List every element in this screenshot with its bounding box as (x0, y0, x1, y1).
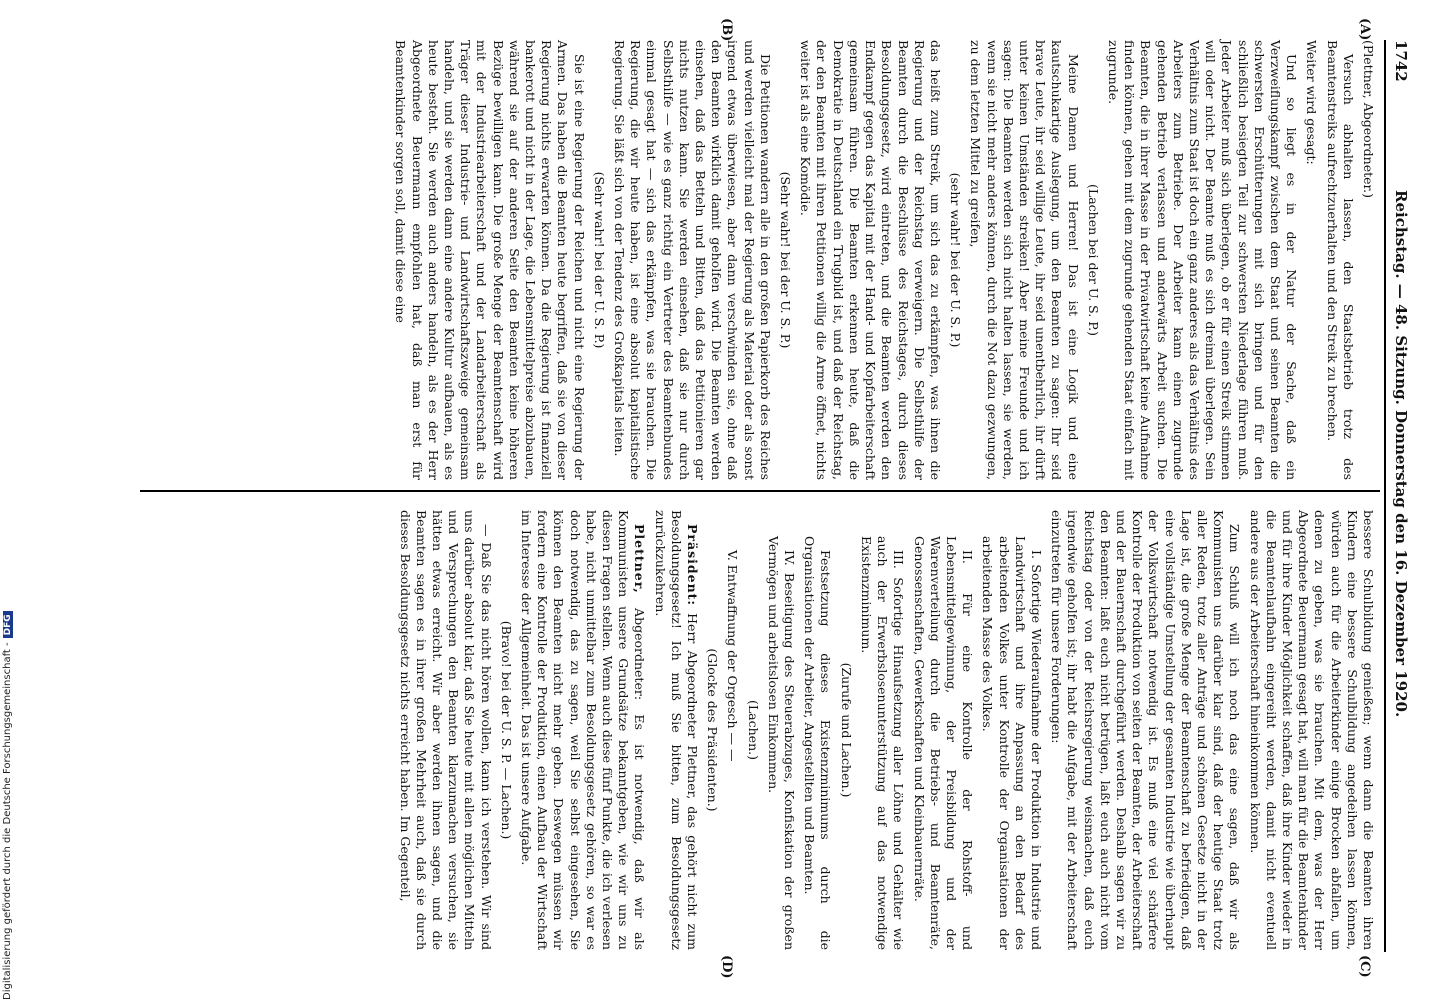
demand-item: III. Sofortige Hinaufsetzung aller Löhne und Gehälter wie auch der Erwerbslosenunterstützung auf das notwendige Existenzminimum. (858, 536, 907, 950)
column-divider (140, 490, 1380, 492)
speaker-note: (Plettner, Abgeordneter.) (1361, 40, 1376, 198)
margin-marker-a: (A) (1357, 18, 1372, 41)
interjection: (Glocke des Präsidenten.) (705, 648, 721, 812)
paragraph: Die Petitionen wandern alle in den großen Papierkorb des Reiches und werden vielleicht mal der Regierung als Material oder als sonst irgend etwas überwiesen, aber dann verschwinden sie, ohne daß den Beamten wirklich damit geholfen wird. Die Beamten werden einsehen, daß das Betteln und Bitten, daß das Petitionieren gar nichts nutzen kann. Sie werden einsehen, daß sie nur durch Selbsthilfe — wie es ganz richtig ein Vertreter des Beamtenbundes einmal gesagt hat — sich das erkämpfen, was sie brauchen. Die Regierung, die wir heute haben, ist eine absolut kapitalistische Regierung. Sie läßt sich von der Tendenz des Großkapitals leiten. (612, 40, 773, 480)
statement-text: Abgeordneter: Es ist notwendig, daß wir als Kommunisten unsere Grundsätze bekanntgeben, wie wir uns zu diesen Fragen stellen. Wenn auch diese fünf Punkte, die ich verlesen habe, nicht unmittelbar zum Besoldungsgesetz gehören, so war es doch notwendig, das zu sagen, weil Sie selbst eingesehen, Sie können den Beamten nicht mehr geben. Deswegen müssen wir fordern eine Kontrolle der Produktion, einen Aufbau der Wirtschaft im Interesse der Allgemeinheit. Das ist unsere Aufgabe. (519, 510, 648, 950)
interjection: (Sehr wahr! bei der U. S. P.) (591, 171, 607, 349)
interjection: (Bravo! bei der U. S. P. — Lachen.) (498, 620, 514, 840)
interjection: (Sehr wahr! bei der U. S. P.) (778, 171, 794, 349)
demand-item: II. Für eine Kontrolle der Rohstoff- und Lebensmittelgewinnung, der Preisbildung und der Warenverteilung durch die Betriebs- und Beamtenräte, Genossenschaften, Gewerkschaften und Kleinbauernräte. (911, 536, 976, 950)
interjection: (Lachen.) (745, 700, 761, 760)
margin-marker-d: (D) (719, 955, 734, 979)
paragraph: — Daß Sie das nicht hören wollen, kann ich verstehen. Wir sind uns darüber absolut klar, daß Sie heute mit allen möglichen Mitteln und Versprechungen den Beamten klarzumachen versuchen, sie hätten etwas erreicht. Wir aber werden ihnen sagen, und die Beamten sagen es in ihrer großen Mehrheit auch, daß sie durch dieses Besoldungsgesetz nichts erreicht haben. Im Gegenteil, (397, 510, 494, 950)
margin-marker-c: (C) (1357, 955, 1372, 978)
paragraph: bessere Schulbildung genießen; wenn dann die Beamten ihren Kindern eine bessere Schulbildung angedeihen lassen können, würden auch für die Arbeiterkinder einige Brocken abfallen, um denen zu geben, was sie brauchen. Mit dem, was der Herr Abgeordnete Beuermann gesagt hat, will man für die Beamtenkinder und für ihre Kinder Möglichkeit schaffen, daß ihre Kinder wieder in die Beamtenlaufbahn eingereiht werden, damit nicht eventuell andere aus der Arbeiterschaft hineinkommen können. (1247, 510, 1376, 950)
demand-item: Festsetzung dieses Existenzminimums durch die Organisationen der Arbeiter, Angestellten und Beamten. (802, 536, 834, 950)
margin-marker-b: (B) (719, 18, 734, 42)
page-number: 1742 (1392, 40, 1410, 82)
statement-text: Herr Abgeordneter Plettner, das gehört nicht zum Besoldungsgesetz! Ich muß Sie bitten, zum Besoldungsgesetz zurückzukehren. (652, 510, 701, 950)
funding-text: Digitalisierung gefördert durch die Deutsche Forschungsgemeinschaft - (2, 642, 13, 1000)
speaker-label: Präsident: (685, 524, 701, 607)
funding-notice (2, 611, 13, 1000)
paragraph: das heißt zum Streik, um sich das zu erkämpfen, was ihnen die Regierung und der Reichstag verweigern. Die Selbsthilfe der Beamten durch die Beschlüsse des Reichstages, durch dieses Besoldungsgesetz, wird eintreten, und die Beamten werden den Endkampf gegen das Kapital mit der Hand- und Kopfarbeiterschaft gemeinsam führen. Die Beamten erkennen heute, daß die Demokratie in Deutschland ein Trugbild ist, und daß der Reichstag, der den Beamten mit ihren Petitionen willig die Arme öffnet, nichts weiter ist als eine Komödie. (798, 40, 943, 480)
dfg-logo: DFG (3, 611, 13, 638)
paragraph: Meine Damen und Herren! Das ist eine Logik und eine kautschukartige Auslegung, um den Beamten zu sagen: Ihr seid brave Leute, ihr seid willige Leute, ihr seid unentbehrlich, ihr dürft unter keinen Umständen streiken! Aber meine Freunde und ich sagen: Die Beamten werden sich nicht halten lassen, sie werden, wenn sie nicht mehr anders können, durch die Not dazu gezwungen, zu dem letzten Mittel zu greifen, (968, 40, 1081, 480)
demand-item: I. Sofortige Wiederaufnahme der Produktion in Industrie und Landwirtschaft und ihre Anpassung an den Bedarf des arbeitenden Volkes unter Kontrolle der Organisationen der arbeitenden Masse des Volkes. (980, 536, 1044, 950)
paragraph: Versuch abhalten lassen, den Staatsbetrieb trotz des Beamtenstreiks aufrechtzuerhalten und den Streik zu brechen. (1324, 40, 1356, 480)
interjection: (sehr wahr! bei der U. S. P.) (948, 172, 964, 348)
demand-item: IV. Beseitigung des Steuerabzuges, Konfiskation der großen Vermögen und arbeitslosen Einkommen. (765, 536, 798, 950)
left-column (388, 40, 1376, 480)
page-title: Reichstag. — 48. Sitzung. Donnerstag den 16. Dezember 1920. (1392, 190, 1410, 718)
demand-item: V. Entwaffnung der Orgesch — — (725, 550, 741, 762)
paragraph: Weiter wird gesagt: (1304, 40, 1320, 165)
page-header (1384, 40, 1414, 952)
right-column (392, 510, 1376, 950)
interjection: (Lachen bei der U. S. P.) (1085, 184, 1101, 336)
president-statement (651, 510, 700, 950)
paragraph: Zum Schluß will ich noch das eine sagen, daß wir als Kommunisten uns darüber klar sind, daß der heutige Staat trotz aller Reden, trotz aller Anträge und schönen Gesetze nicht in der Lage ist, die große Menge der Beamtenschaft zu befriedigen, daß eine vollständige Umstellung der gesamten Industrie wie überhaupt der Volkswirtschaft notwendig ist. Es muß eine viel schärfere Kontrolle der Produktion von seiten der Beamten, der Arbeiterschaft und der Bauernschaft durchgeführt werden. Deshalb sagen wir zu den Beamten: laßt euch nicht betrügen, laßt euch auch nicht vom Reichstag oder von der Reichsregierung weismachen, daß euch irgendwie geholfen ist; ihr habt die Aufgabe, mit der Arbeiterschaft einzutreten für unsere Forderungen: (1049, 510, 1243, 950)
speaker-statement (518, 510, 648, 950)
paragraph: Sie ist eine Regierung der Reichen und nicht eine Regierung der Armen. Das haben die Beamten heute begriffen, daß sie von dieser Regierung nichts erwarten können. Da die Regierung ist finanziell bankerott und nicht in der Lage, die Lebensmittelpreise abzubauen, während sie auf der anderen Seite den Beamten keine höheren Bezüge bewilligen kann. Die große Menge der Beamtenschaft wird mit der Industriearbeiterschaft und der Landarbeiterschaft als Träger dieser Industrie- und Landwirtschaftszweige gemeinsam handeln, und sie werden dann eine andere Kultur aufbauen, als es heute besteht. Sie werden auch anders handeln, als es der Herr Abgeordnete Beuermann empfohlen hat, daß man erst für Beamtenkinder sorgen soll, damit diese eine (393, 40, 587, 480)
interjection: (Zurufe und Lachen.) (838, 662, 854, 798)
speaker-label: Plettner, (632, 524, 648, 594)
quotation: Und so liegt es in der Natur der Sache, daß ein Verzweiflungskampf zwischen dem Staat und seinen Beamten die schwersten Erschütterungen mit sich bringen und für den schließlich besiegten Teil zur schwersten Niederlage führen muß. Jeder Arbeiter muß sich überlegen, ob er für einen Streik stimmen will oder nicht. Der Beamte muß es sich dreimal überlegen. Sein Verhältnis zum Staat ist doch ein ganz anderes als das Verhältnis des Arbeiters zum Betriebe. Der Arbeiter kann einen zugrunde gehenden Betrieb verlassen und anderwärts Arbeit suchen. Die Beamten, die in ihrer Masse in der Privatwirtschaft keine Aufnahme finden können, gehen mit dem zugrunde gehenden Staat einfach mit zugrunde. (1105, 40, 1300, 480)
